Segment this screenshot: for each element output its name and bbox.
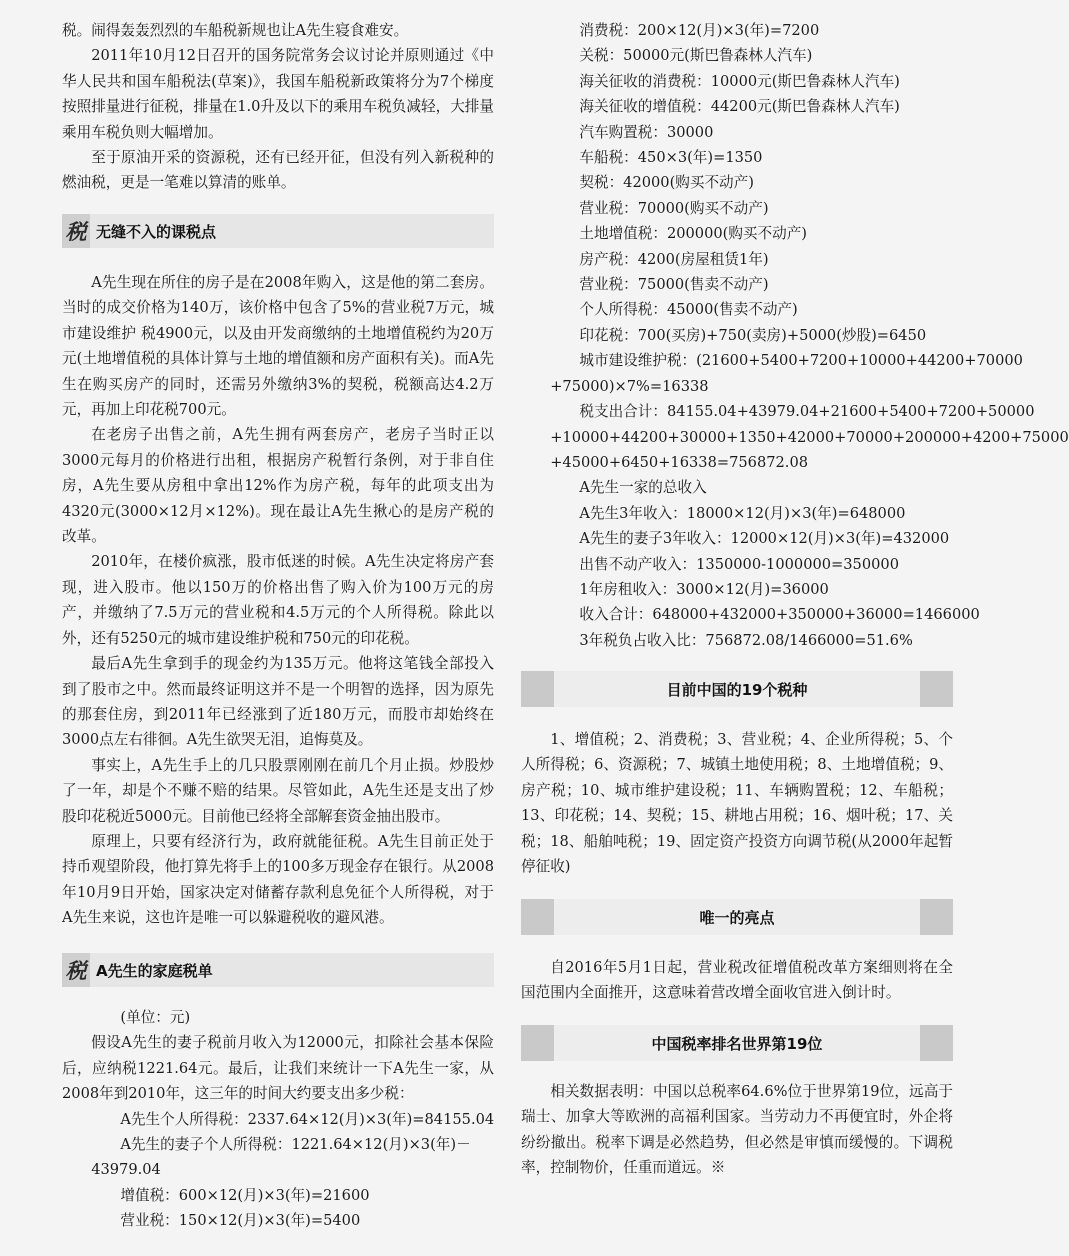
tax-line: 海关征收的增值税：44200元(斯巴鲁森林人汽车) — [579, 98, 900, 116]
section-title: 无缝不入的课税点 — [96, 222, 217, 241]
box-header-ranking — [521, 1025, 953, 1061]
tax-line: A先生个人所得税：2337.64×12(月)×3(年)=84155.04 — [120, 1110, 495, 1128]
income-line: 3年税负占收入比：756872.08/1466000=51.6% — [579, 631, 913, 649]
body-paragraph: 2010年，在楼价疯涨，股市低迷的时候。A先生决定将房产套现，进入股市。他以150万的价格出售了购入价为100万元的房产，并缴纳了7.5万元的营业税和4.5万元的个人所得税。除此以外，还有5250元的城市建设维护税和750元的印花税。 — [62, 553, 494, 647]
tax-line: 海关征收的消费税：10000元(斯巴鲁森林人汽车) — [579, 72, 900, 90]
tax-line: 个人所得税：45000(售卖不动产) — [579, 301, 798, 319]
body-paragraph: 最后A先生拿到手的现金约为135万元。他将这笔钱全部投入到了股市之中。然而最终证明这并不是一个明智的选择，因为原先的那套住房，到2011年已经涨到了近180万元，而股市却始终在3000点左右徘徊。A先生欲哭无泪，追悔莫及。 — [62, 655, 494, 749]
intro-paragraph: 税。闹得轰轰烈烈的车船税新规也让A先生寝食难安。 — [62, 22, 409, 39]
tax-line: 43979.04 — [91, 1161, 161, 1179]
tax-line: 营业税：150×12(月)×3(年)=5400 — [120, 1212, 361, 1230]
body-paragraph: A先生现在所住的房子是在2008年购入，这是他的第二套房。当时的成交价格为140万，该价格中包含了5%的营业税7万元，城市建设维护 税4900元，以及由开发商缴纳的土地增值税约为20万元(土地增值税的具体计算与土地的增值额和房产面积有关)。而A先生在购买房产的同时，还需另外缴纳3%的契税，税额高达4.2万元，再加上印花税700元。 — [62, 274, 494, 419]
income-line: A先生3年收入：18000×12(月)×3(年)=648000 — [579, 504, 906, 522]
left-column — [62, 0, 494, 1256]
urban-tax-line: 城市建设维护税：(21600+5400+7200+10000+44200+70000 — [579, 352, 1023, 370]
box-title: 目前中国的19个税种 — [666, 680, 808, 699]
right-column — [521, 0, 1069, 1256]
tax-line: 营业税：75000(售卖不动产) — [579, 276, 769, 294]
income-line: 收入合计：648000+432000+350000+36000=1466000 — [579, 606, 980, 624]
box-body-ranking: 相关数据表明：中国以总税率64.6%位于世界第19位，远高于瑞士、加拿大等欧洲的高福利国家。当劳动力不再便宜时，外企将纷纷撤出。税率下调是必然趋势，但必然是审慎而缓慢的。下调税率，控制物价，任重而道远。※ — [521, 1083, 953, 1177]
tax-seal-icon: 税 — [62, 214, 90, 248]
section-header-family-tax — [62, 953, 494, 987]
header-block-left — [521, 671, 554, 707]
intro-block — [62, 18, 494, 196]
tax-line: 印花税：700(买房)+750(卖房)+5000(炒股)=6450 — [579, 326, 927, 344]
header-block-left — [521, 1025, 554, 1061]
header-block-right — [920, 671, 953, 707]
tax-line: 土地增值税：200000(购买不动产) — [579, 225, 808, 243]
section-title: A先生的家庭税单 — [96, 961, 213, 980]
total-tax-line: +45000+6450+16338=756872.08 — [550, 453, 809, 471]
income-line: 1年房租收入：3000×12(月)=36000 — [579, 580, 829, 598]
box-title: 唯一的亮点 — [699, 908, 775, 927]
box-title: 中国税率排名世界第19位 — [651, 1034, 823, 1053]
section-body-tax-points — [62, 270, 494, 931]
box-body-highlight: 自2016年5月1日起，营业税改征增值税改革方案细则将在全国范围内全面推开，这意味着营改增全面收官进入倒计时。 — [521, 959, 953, 1002]
total-tax-line: 税支出合计：84155.04+43979.04+21600+5400+7200+50000 — [579, 403, 1035, 421]
intro-paragraph: 2011年10月12日召开的国务院常务会议讨论并原则通过《中华人民共和国车船税法(草案)》，我国车船税新政策将分为7个梯度按照排量进行征税，排量在1.0升及以下的乘用车税负减轻，大排量乘用车税负则大幅增加。 — [62, 47, 494, 141]
section-header-tax-points — [62, 214, 494, 248]
body-paragraph: 在老房子出售之前，A先生拥有两套房产，老房子当时正以3000元每月的价格进行出租，根据房产税暂行条例，对于非自住房，A先生要从房租中拿出12%作为房产税，每年的此项支出为4320元(3000×12月×12%)。现在最让A先生揪心的是房产税的改革。 — [62, 426, 494, 546]
header-block-right — [920, 899, 953, 935]
section-body-family-tax — [62, 1005, 494, 1234]
income-line: 出售不动产收入：1350000-1000000=350000 — [579, 555, 899, 573]
box-body-19-taxes: 1、增值税；2、消费税；3、营业税；4、企业所得税；5、个人所得税；6、资源税；7、城镇土地使用税；8、土地增值税；9、房产税；10、城市维护建设税；11、车辆购置税；12、车船税；13、印花税；14、契税；15、耕地占用税；16、烟叶税；17、关税；18、船舶吨税；19、固定资产投资方向调节税(从2000年起暂停征收) — [521, 731, 953, 876]
header-block-right — [920, 1025, 953, 1061]
total-tax-line: +10000+44200+30000+1350+42000+70000+200000+4200+75000 — [550, 428, 1069, 446]
body-paragraph: 事实上，A先生手上的几只股票刚刚在前几个月止损。炒股炒了一年，却是个不赚不赔的结果。尽管如此，A先生还是支出了炒股印花税近5000元。目前他已经将全部解套资金抽出股市。 — [62, 756, 494, 825]
tax-line: 关税：50000元(斯巴鲁森林人汽车) — [579, 47, 813, 65]
header-block-left — [521, 899, 554, 935]
income-line: A先生一家的总收入 — [579, 479, 707, 497]
tax-seal-icon: 税 — [62, 953, 90, 987]
tax-line: 契税：42000(购买不动产) — [579, 174, 754, 192]
intro-paragraph: 至于原油开采的资源税，还有已经开征，但没有列入新税种的燃油税，更是一笔难以算清的账单。 — [62, 149, 494, 192]
tax-line: 房产税：4200(房屋租赁1年) — [579, 250, 769, 268]
tax-line: 汽车购置税：30000 — [579, 123, 714, 141]
body-paragraph: 假设A先生的妻子税前月收入为12000元，扣除社会基本保险后，应纳税1221.64元。最后，让我们来统计一下A先生一家，从2008年到2010年，这三年的时间大约要支出多少税： — [62, 1034, 494, 1103]
tax-line: 消费税：200×12(月)×3(年)=7200 — [579, 22, 820, 39]
body-paragraph: 原理上，只要有经济行为，政府就能征税。A先生目前正处于持币观望阶段，他打算先将手上的100多万现金存在银行。从2008年10月9日开始，国家决定对储蓄存款利息免征个人所得税，对于A先生来说，这也许是唯一可以躲避税收的避风港。 — [62, 832, 494, 927]
tax-line: A先生的妻子个人所得税：1221.64×12(月)×3(年)－ — [120, 1136, 471, 1154]
box-header-highlight — [521, 899, 953, 935]
tax-line: 营业税：70000(购买不动产) — [579, 199, 769, 217]
box-header-19-taxes — [521, 671, 953, 707]
tax-list — [521, 18, 1069, 653]
urban-tax-line: +75000)×7%=16338 — [550, 377, 709, 395]
income-line: A先生的妻子3年收入：12000×12(月)×3(年)=432000 — [579, 530, 950, 548]
tax-line: 车船税：450×3(年)=1350 — [579, 149, 763, 167]
tax-line: 增值税：600×12(月)×3(年)=21600 — [120, 1186, 370, 1204]
unit-note: (单位：元) — [120, 1009, 191, 1026]
